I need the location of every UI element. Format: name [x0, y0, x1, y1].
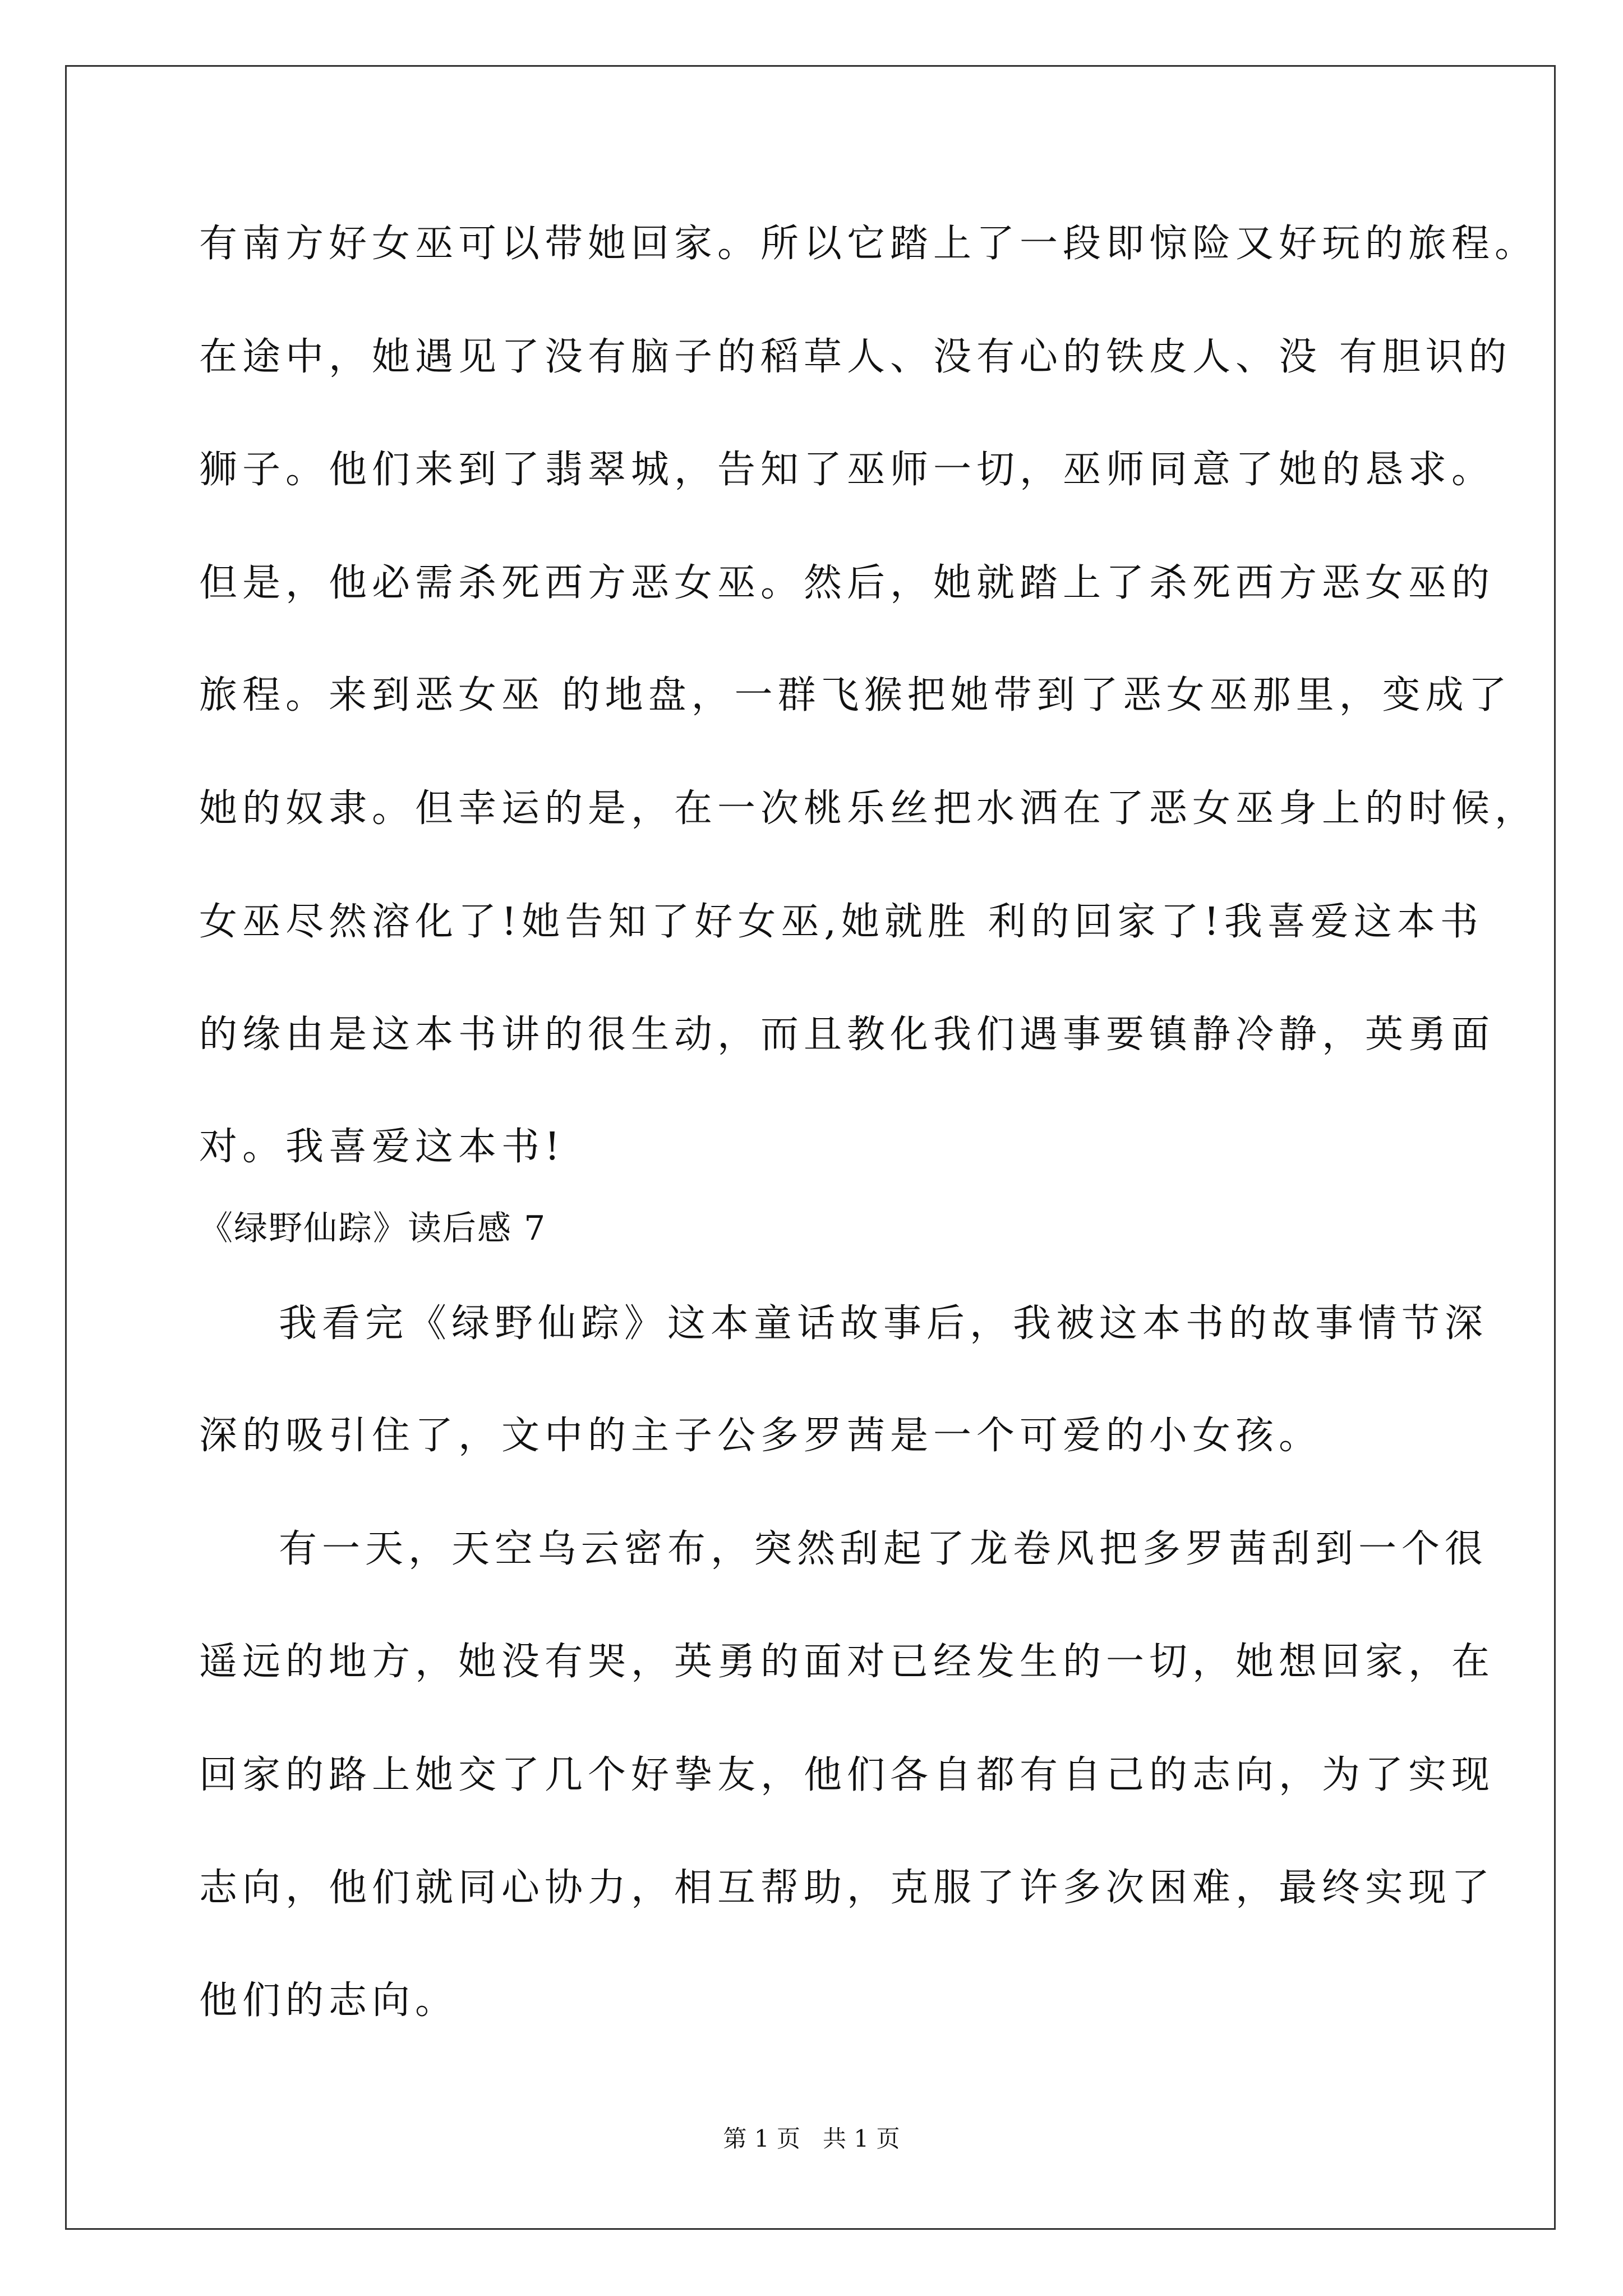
text-line: 有南方好女巫可以带她回家。所以它踏上了一段即惊险又好玩的旅程。	[199, 222, 1538, 266]
text-line: 对。我喜爱这本书!	[199, 1125, 565, 1169]
text-line: 我看完《绿野仙踪》这本童话故事后，我被这本书的故事情节深	[279, 1301, 1488, 1346]
text-line: 但是，他必需杀死西方恶女巫。然后，她就踏上了杀死西方恶女巫的	[199, 561, 1495, 605]
text-line: 有一天，天空乌云密布，突然刮起了龙卷风把多罗茜刮到一个很	[279, 1527, 1488, 1571]
text-line: 深的吸引住了，文中的主子公多罗茜是一个可爱的小女孩。	[199, 1414, 1322, 1458]
text-line: 旅程。来到恶女巫 的地盘，一群飞猴把她带到了恶女巫那里，变成了	[199, 673, 1512, 717]
text-line: 他们的志向。	[199, 1978, 459, 2023]
section-heading: 《绿野仙踪》读后感 7	[199, 1209, 547, 1248]
text-line: 遥远的地方，她没有哭，英勇的面对已经发生的一切，她想回家，在	[199, 1640, 1495, 1684]
text-line: 在途中，她遇见了没有脑子的稻草人、没有心的铁皮人、没 有胆识的	[199, 335, 1512, 379]
text-line: 她的奴隶。但幸运的是，在一次桃乐丝把水洒在了恶女巫身上的时候，	[199, 786, 1538, 831]
text-line: 志向，他们就同心协力，相互帮助，克服了许多次困难，最终实现了	[199, 1866, 1495, 1910]
page-number-footer: 第 1 页 共 1 页	[723, 2125, 900, 2152]
text-line: 狮子。他们来到了翡翠城，告知了巫师一切，巫师同意了她的恳求。	[199, 448, 1495, 492]
text-line: 的缘由是这本书讲的很生动，而且教化我们遇事要镇静冷静，英勇面	[199, 1013, 1495, 1057]
text-line: 女巫尽然溶化了!她告知了好女巫,她就胜 利的回家了!我喜爱这本书	[199, 900, 1483, 944]
text-line: 回家的路上她交了几个好挚友，他们各自都有自己的志向，为了实现	[199, 1753, 1495, 1797]
